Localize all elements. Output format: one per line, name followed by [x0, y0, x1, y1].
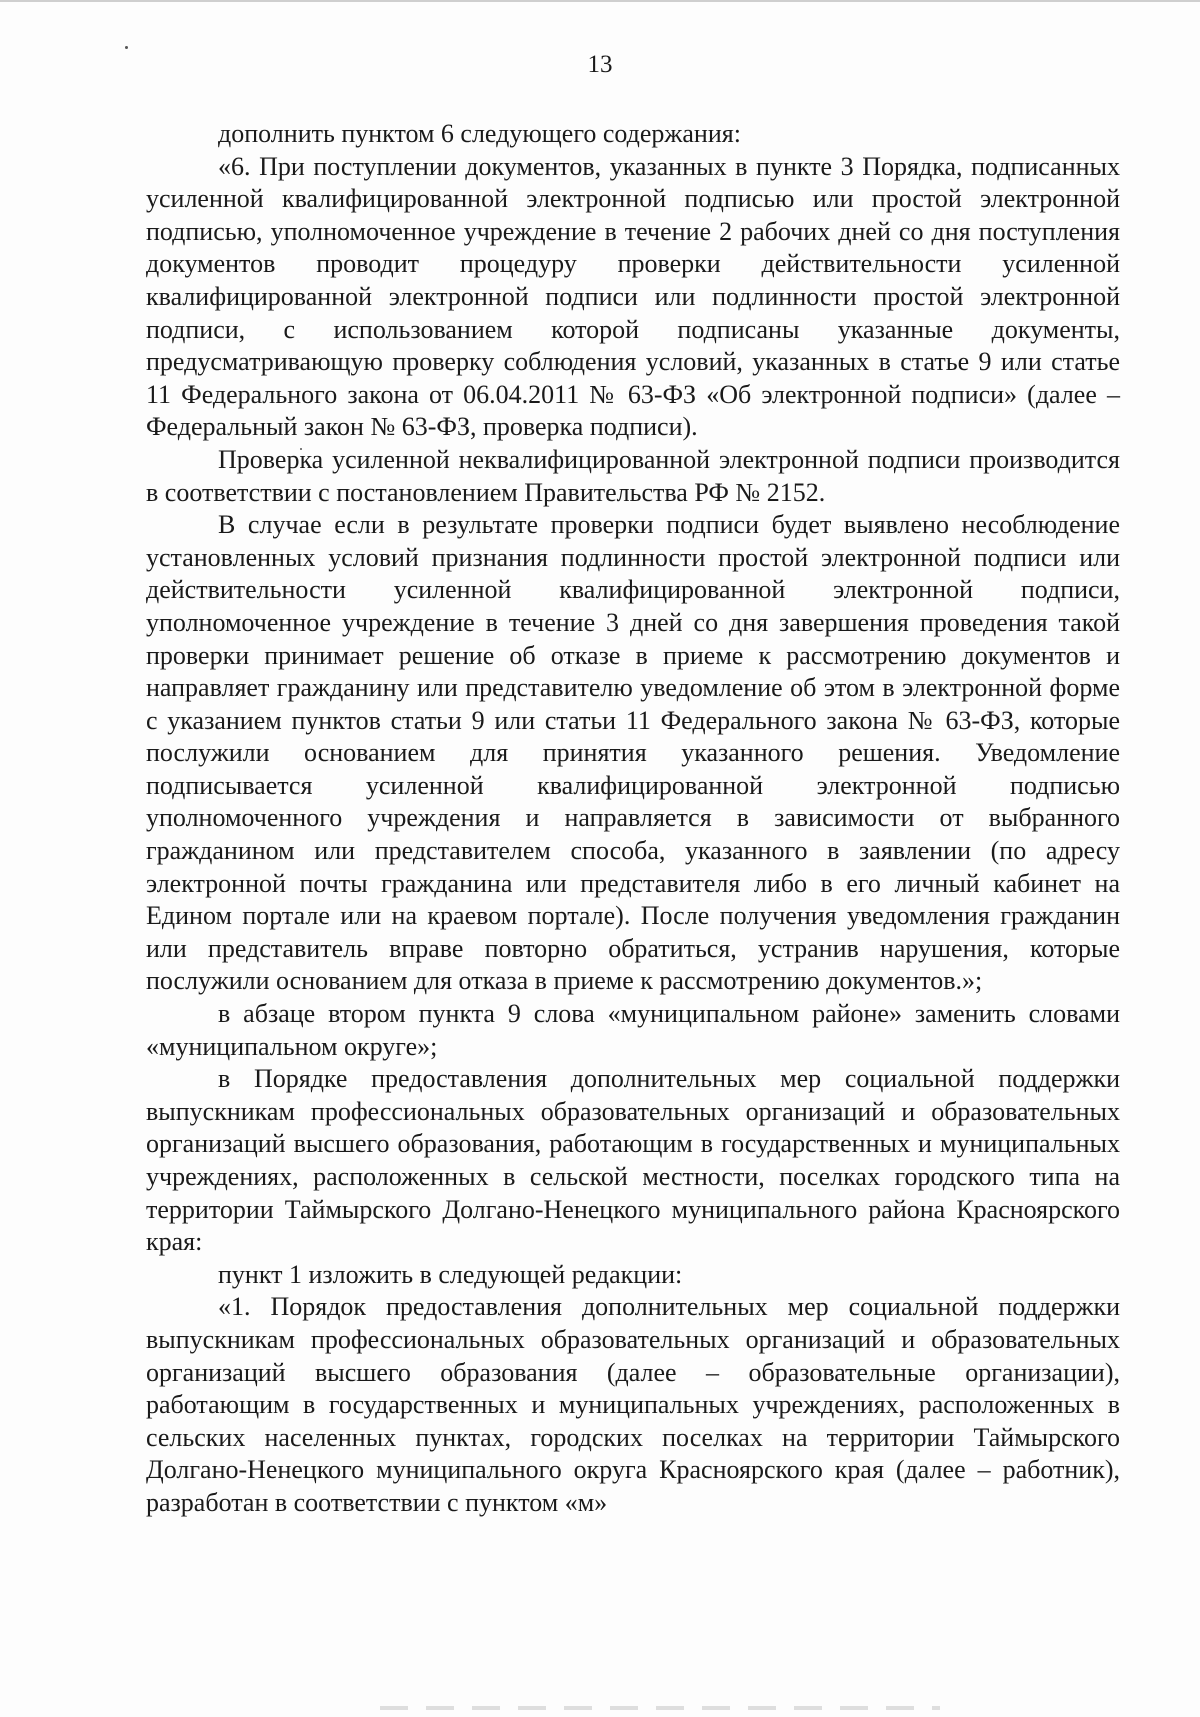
paragraph-refusal-procedure: В случае если в результате проверки подписи будет выявлено несоблюдение установленных условий признания подлинности простой электронной подписи или действительности усиленной квалифицированной электронной подписи, уполномоченное учреждение в течение 3 дней со дня завершения проведения такой проверки принимает решение об отказе в приеме к рассмотрению документов и направляет гражданину или представителю уведомление об этом в электронной форме с указанием пунктов статьи 9 или статьи 11 Федерального закона № 63-ФЗ, которые послужили основанием для принятия указанного решения. Уведомление подписывается усиленной квалифицированной электронной подписью уполномоченного учреждения и направляется в зависимости от выбранного гражданином или представителем способа, указанного в заявлении (по адресу электронной почты гражданина или представителя либо в его личный кабинет на Едином портале или на краевом портале). После получения уведомления гражданин или представитель вправе повторно обратиться, устранив нарушения, которые послужили основанием для отказа в приеме к рассмотрению документов.»;	[146, 510, 1120, 996]
scan-top-edge	[0, 0, 1200, 2]
paragraph-item-1-intro: пункт 1 изложить в следующей редакции:	[218, 1259, 683, 1289]
paragraph-unqualified-signature-check: Проверка усиленной неквалифицированной электронной подписи производится в соответствии с постановлением Правительства РФ № 2152.	[146, 444, 1120, 507]
paragraph-item-9-amendment: в абзаце втором пункта 9 слова «муниципальном районе» заменить словами «муниципальном округе»;	[146, 999, 1120, 1061]
paragraph-item-6: «6. При поступлении документов, указанных в пункте 3 Порядка, подписанных усиленной квалифицированной электронной подписью или простой электронной подписью, уполномоченное учреждение в течение 2 рабочих дней со дня поступления документов проводит процедуру проверки действительности усиленной квалифицированной электронной подписи или подлинности простой электронной подписи, с использованием которой подписаны указанные документы, предусматривающую проверку соблюдения условий, указанных в статье 9 или статье 11 Федерального закона от 06.04.2011 № 63-ФЗ «Об электронной подписи» (далее – Федеральный закон № 63-ФЗ, проверка подписи).	[146, 151, 1120, 442]
paragraph-amendment-intro: дополнить пунктом 6 следующего содержания:	[218, 119, 741, 148]
page-number: 13	[587, 51, 613, 78]
document-body	[146, 118, 1120, 1520]
paragraph-item-1-text: «1. Порядок предоставления дополнительных мер социальной поддержки выпускникам профессиональных образовательных организаций и образовательных организаций высшего образования (далее – образовательные организации), работающим в государственных и муниципальных учреждениях, расположенных в сельских населенных пунктах, городских поселках на территории Таймырского Долгано-Ненецкого муниципального округа Красноярского края (далее – работник), разработан в соответствии с пунктом «м»	[146, 1292, 1120, 1517]
scan-bleed-through	[380, 1706, 940, 1710]
scan-speck	[125, 46, 128, 49]
paragraph-graduates-procedure: в Порядке предоставления дополнительных мер социальной поддержки выпускникам профессиональных образовательных организаций и образовательных организаций высшего образования, работающим в государственных и муниципальных учреждениях, расположенных в сельской местности, поселках городского типа на территории Таймырского Долгано-Ненецкого муниципального района Красноярского края:	[146, 1064, 1120, 1257]
